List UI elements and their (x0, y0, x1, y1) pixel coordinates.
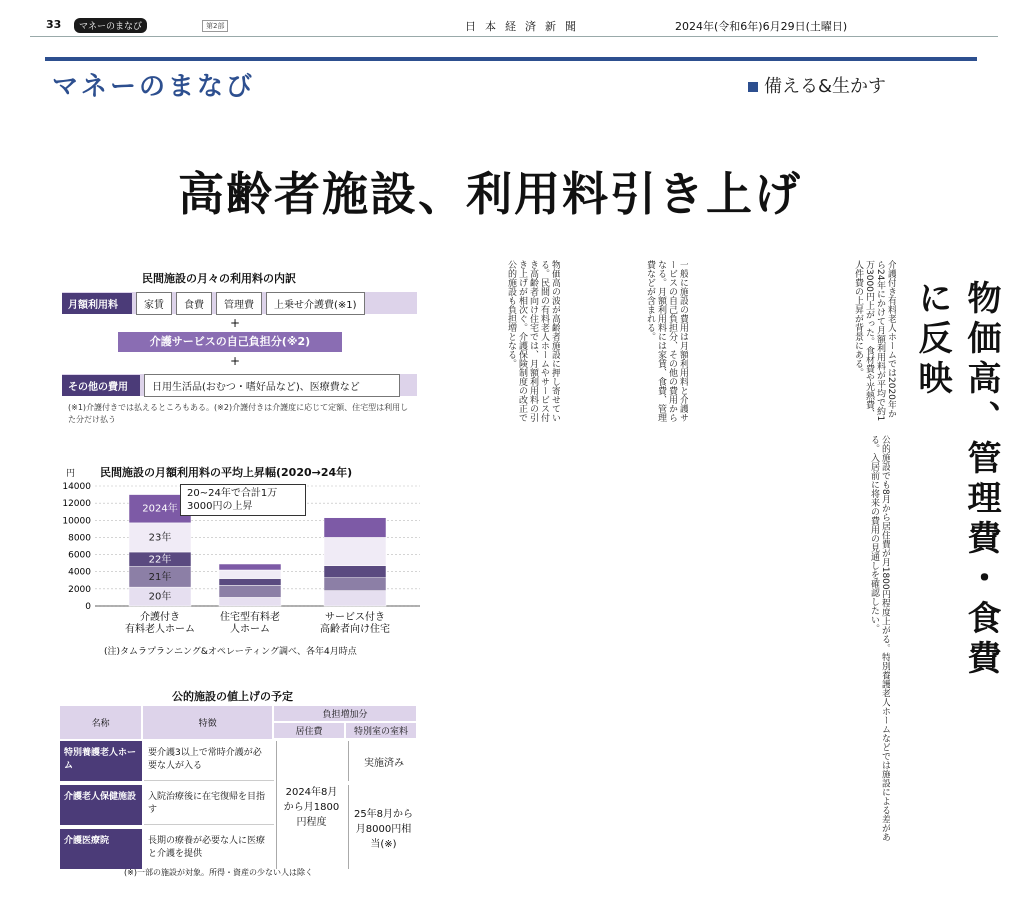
header-special-room: 特別室の室料 (346, 723, 416, 738)
x-tick-label: 住宅型有料老 (220, 612, 280, 623)
chart-source: (注)タムラプランニング&オペレーティング調べ、各年4月時点 (104, 647, 357, 657)
header-residence: 居住費 (274, 723, 344, 738)
monthly-item: 上乗せ介護費(※1) (266, 292, 365, 315)
section-rule (45, 57, 977, 61)
bar-segment (324, 578, 386, 591)
masthead (30, 16, 998, 36)
monthly-item: 管理費 (216, 292, 262, 315)
row-feature: 入院治療後に在宅復帰を目指す (144, 785, 274, 825)
bar-segment (219, 579, 281, 586)
section-tag (748, 72, 886, 98)
article-column: 介護付き有料老人ホームでは2020年から24年にかけて月額利用料が平均で約1万3000円上がった。食材費や光熱費、人件費の上昇が背景にある。 (853, 260, 896, 422)
x-tick-label: 有料老人ホーム (125, 624, 195, 635)
article-column: 公的施設でも8月から居住費が月1800円程度上がる。特別養護老人ホームなどでは施設による差がある。入居前に将来の費用の見通しを確認したい。 (869, 435, 890, 842)
series-label: 22年 (148, 554, 172, 566)
y-tick-label: 8000 (68, 533, 91, 544)
plus-sign: + (230, 316, 241, 330)
bar-segment (219, 570, 281, 579)
y-tick-label: 2000 (68, 584, 91, 595)
issue-date: 2024年(令和6年)6月29日(土曜日) (675, 20, 848, 33)
bar-segment (219, 597, 281, 606)
special-room-future: 25年8月から月8000円相当(※) (348, 785, 418, 869)
other-label: その他の費用 (62, 375, 140, 396)
header-feature: 特徴 (143, 706, 272, 739)
section-tag-text: 備える&生かす (764, 76, 887, 97)
public-table (60, 706, 416, 873)
y-tick-label: 0 (85, 602, 91, 612)
breakdown-title: 民間施設の月々の利用料の内訳 (142, 272, 296, 285)
table-header (60, 706, 416, 739)
special-room-done: 実施済み (348, 741, 419, 781)
bar-segment (219, 564, 281, 570)
chart-title: 民間施設の月額利用料の平均上昇幅(2020→24年) (100, 466, 353, 479)
series-label: 21年 (148, 571, 172, 583)
paper-name: 日本経済新聞 (465, 20, 585, 33)
other-row (62, 374, 417, 396)
article-column: 物価高の波が高齢者施設に押し寄せている。民間の有料老人ホームやサービス付き高齢者向け住宅では、月額利用料の引き上げが相次ぐ。介護保険制度の改正で公的施設も負担増となる。 (506, 260, 560, 422)
series-label: 2024年 (142, 503, 178, 515)
bar-segment (324, 566, 386, 578)
headline: 高齢者施設、利用料引き上げ (178, 167, 802, 221)
header-increase: 負担増加分 (274, 706, 416, 721)
breakdown-note: (※1)介護付きでは払えるところもある。(※2)介護付きは介護度に応じて定額、住宅型は利用した分だけ払う (68, 403, 409, 424)
bar-segment (219, 585, 281, 597)
chart-annotation: 20~24年で合計1万3000円の上昇 (180, 484, 306, 516)
page-number: 33 (46, 18, 62, 31)
y-tick-label: 12000 (62, 499, 91, 510)
table-body (60, 741, 416, 873)
plus-sign: + (230, 354, 241, 368)
bar-segment (324, 537, 386, 565)
y-tick-label: 4000 (68, 567, 91, 578)
row-name: 特別養護老人ホーム (60, 741, 142, 781)
monthly-item: 家賃 (136, 292, 172, 315)
header-name: 名称 (60, 706, 141, 739)
series-label: 20年 (148, 591, 172, 603)
subheadline: 物価高、管理費・食費に反映 (912, 280, 1001, 680)
monthly-row (62, 292, 417, 314)
masthead-rule (30, 36, 998, 37)
table-title: 公的施設の値上げの予定 (172, 690, 293, 703)
y-tick-label: 14000 (62, 482, 91, 492)
header-increase-group (274, 706, 416, 739)
care-service-bar: 介護サービスの自己負担分(※2) (118, 332, 342, 352)
row-name: 介護医療院 (60, 829, 142, 869)
row-feature: 長期の療養が必要な人に医療と介護を提供 (148, 836, 266, 859)
x-tick-label: 高齢者向け住宅 (320, 624, 390, 635)
x-tick-label: サービス付き (325, 612, 385, 623)
row-name: 介護老人保健施設 (60, 785, 142, 825)
x-tick-label: 介護付き (140, 612, 180, 623)
sub-label: 第2部 (202, 20, 228, 32)
other-items: 日用生活品(おむつ・嗜好品など)、医療費など (144, 374, 400, 397)
bar-segment (324, 518, 386, 538)
monthly-label: 月額利用料 (62, 293, 132, 314)
x-tick-label: 人ホーム (230, 624, 270, 635)
table-footnote: (※)一部の施設が対象。所得・資産の少ない人は除く (124, 868, 313, 877)
monthly-item: 食費 (176, 292, 212, 315)
series-label: 23年 (148, 532, 172, 544)
row-feature: 要介護3以上で常時介護が必要な人が入る (144, 741, 274, 781)
section-badge: マネーのまなび (74, 18, 147, 33)
tag-marker-icon (748, 82, 758, 92)
chart-ylabel: 円 (66, 469, 76, 479)
article-column: 一般に施設の費用は月額利用料と介護サービスの自己負担分、その他の費用からなる。月額利用料には家賃、食費、管理費などが含まれる。 (645, 260, 688, 422)
residence-fee: 2024年8月から月1800円程度 (276, 741, 346, 869)
section-title: マネーのまなび (52, 72, 256, 102)
y-tick-label: 10000 (62, 516, 91, 527)
bar-segment (324, 591, 386, 606)
y-tick-label: 6000 (68, 550, 91, 561)
